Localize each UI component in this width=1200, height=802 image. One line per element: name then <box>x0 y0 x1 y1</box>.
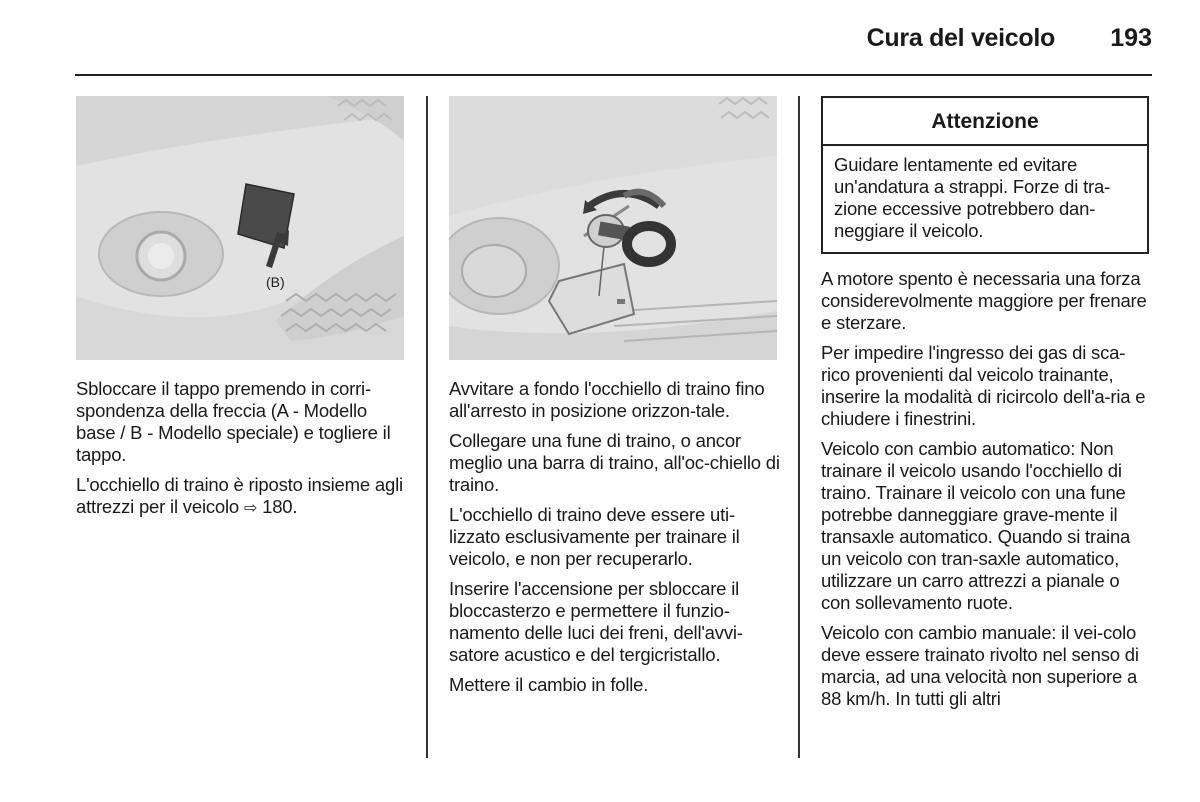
column-divider <box>798 96 800 758</box>
paragraph: Sbloccare il tappo premendo in corri-spondenza della freccia (A - Modello base / B - Modello speciale) e togliere il tappo. <box>76 378 391 465</box>
paragraph: Veicolo con cambio manuale: il vei-colo deve essere trainato rivolto nel senso di marcia, ad una velocità non superiore a 88 km/h. In tutti gli altri <box>821 622 1139 709</box>
figure-towing-eye <box>449 96 777 360</box>
column-divider <box>426 96 428 758</box>
header-rule <box>75 74 1152 76</box>
paragraph: Inserire l'accensione per sbloccare il bloccasterzo e permettere il funzio-namento delle luci dei freni, dell'avvi-satore acustico e del tergicristallo. <box>449 578 743 665</box>
paragraph: Veicolo con cambio automatico: Non trainare il veicolo usando l'occhiello di traino. Trainare il veicolo con una fune potrebbe danneggiare grave-mente il transaxle automatico. Quando si traina un veicolo con tran-saxle automatico, utilizzare un carro attrezzi a pianale o con sollevamento ruote. <box>821 438 1131 613</box>
paragraph: L'occhiello di traino deve essere uti-lizzato esclusivamente per trainare il veicolo, e non per recuperarlo. <box>449 504 740 569</box>
warning-box <box>821 96 1149 254</box>
towing-eye-illustration <box>449 96 777 360</box>
page-reference-arrow-icon: ⇨ <box>243 498 258 517</box>
column-1-text <box>76 378 408 527</box>
paragraph: A motore spento è necessaria una forza considerevolmente maggiore per frenare e sterzare. <box>821 268 1147 333</box>
warning-text: Guidare lentamente ed evitare un'andatura a strappi. Forze di tra-zione eccessive potrebbero dan-neggiare il veicolo. <box>834 154 1111 241</box>
column-2-text <box>449 378 781 704</box>
figure-label-b: (B) <box>266 274 285 290</box>
paragraph: Per impedire l'ingresso dei gas di sca-rico provenienti dal veicolo trainante, inserire la modalità di ricircolo dell'a-ria e chiudere i finestrini. <box>821 342 1146 429</box>
figure-bumper-cap <box>76 96 404 360</box>
page-number: 193 <box>1110 24 1152 52</box>
warning-title: Attenzione <box>823 98 1147 146</box>
bumper-cap-illustration <box>76 96 404 360</box>
paragraph: Avvitare a fondo l'occhiello di traino fino all'arresto in posizione orizzon-tale. <box>449 378 765 421</box>
paragraph: Mettere il cambio in folle. <box>449 674 649 695</box>
paragraph <box>76 474 408 519</box>
paragraph: Collegare una fune di traino, o ancor meglio una barra di traino, all'oc-chiello di traino. <box>449 430 780 495</box>
column-3-text <box>821 268 1153 718</box>
page-reference-link[interactable]: 180. <box>262 496 298 517</box>
section-title: Cura del veicolo <box>866 24 1055 52</box>
paragraph-text: L'occhiello di traino è riposto insieme agli attrezzi per il veicolo <box>76 474 403 517</box>
